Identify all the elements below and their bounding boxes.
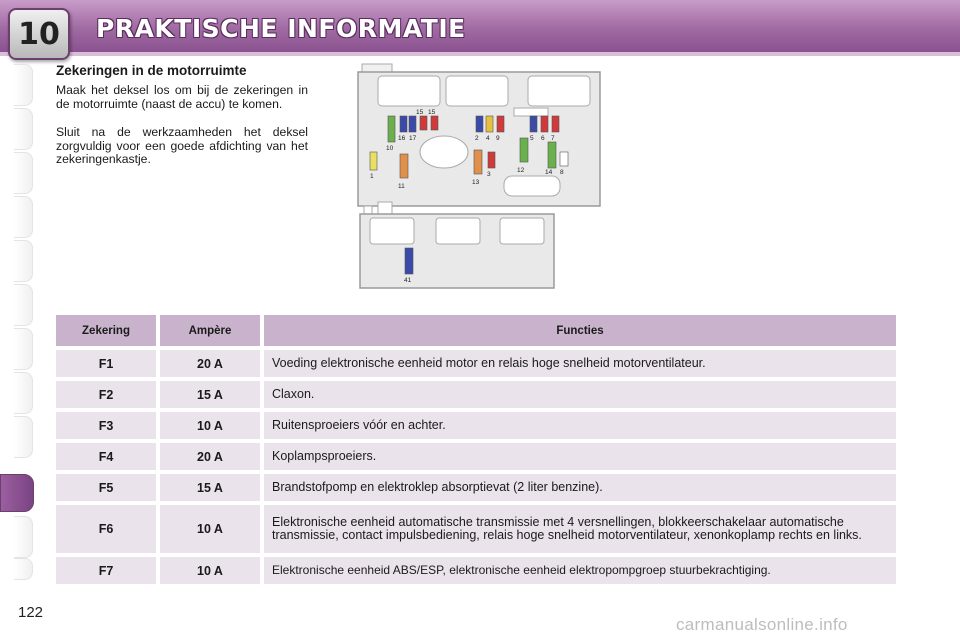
fuse-label-2: 2	[475, 135, 479, 142]
fuse-ampere: 15 A	[160, 474, 260, 501]
side-tab[interactable]	[14, 240, 33, 282]
header-divider	[0, 52, 960, 56]
page-title: PRAKTISCHE INFORMATIE	[96, 14, 466, 43]
chapter-number-badge: 10	[8, 8, 70, 60]
fuse-ampere: 10 A	[160, 412, 260, 439]
fuse-table	[52, 311, 900, 588]
fuse-ampere: 10 A	[160, 505, 260, 553]
table-row	[56, 381, 896, 408]
fuse-label-17: 17	[409, 135, 417, 142]
fuse-ampere: 20 A	[160, 350, 260, 377]
fuse-label-10: 10	[386, 145, 394, 152]
fuse-id: F3	[56, 412, 156, 439]
fuse-13	[474, 150, 482, 174]
fuse-16	[400, 116, 407, 132]
table-row	[56, 557, 896, 584]
fuse-label-41: 41	[404, 277, 412, 284]
table-header-row	[56, 315, 896, 346]
section-title: Zekeringen in de motorruimte	[56, 63, 247, 78]
fuse-label-6: 6	[541, 135, 545, 142]
fuse-15	[431, 116, 438, 130]
header-functions: Functies	[264, 315, 896, 346]
fuse-4	[486, 116, 493, 132]
fuse-function: Claxon.	[264, 381, 896, 408]
fuse-function: Elektronische eenheid ABS/ESP, elektronische eenheid elektropompgroep stuurbekrachtiging.	[264, 557, 896, 584]
fuse-label-15: 15	[428, 109, 436, 116]
fuse-function: Voeding elektronische eenheid motor en relais hoge snelheid motorventilateur.	[264, 350, 896, 377]
header-fuse: Zekering	[56, 315, 156, 346]
side-tab[interactable]	[14, 64, 33, 106]
intro-paragraph-2: Sluit na de werkzaamheden het deksel zorgvuldig voor een goede afdichting van het zekeringenkastje.	[56, 125, 308, 166]
fuse-id: F2	[56, 381, 156, 408]
side-tab[interactable]	[14, 284, 33, 326]
table-row	[56, 412, 896, 439]
fuse-id: F5	[56, 474, 156, 501]
fuse-function: Brandstofpomp en elektroklep absorptievat (2 liter benzine).	[264, 474, 896, 501]
fuse-label-16: 16	[398, 135, 406, 142]
fuse-9	[497, 116, 504, 132]
fuse-12	[520, 138, 528, 162]
side-tab[interactable]	[14, 558, 33, 580]
fuse-label-5: 5	[530, 135, 534, 142]
chapter-side-tabs	[0, 64, 34, 584]
fuse-ampere: 15 A	[160, 381, 260, 408]
fuse-label-4: 4	[486, 135, 490, 142]
fuse-7	[552, 116, 559, 132]
side-tab[interactable]	[14, 516, 33, 558]
fuse-label-13: 13	[472, 179, 480, 186]
fuse-label-1: 1	[370, 173, 374, 180]
fuse-3	[488, 152, 495, 168]
fuse-id: F6	[56, 505, 156, 553]
fuse-6	[541, 116, 548, 132]
fuse-function: Koplampsproeiers.	[264, 443, 896, 470]
fuse-2	[476, 116, 483, 132]
fuse-id: F1	[56, 350, 156, 377]
fuse-label-8: 8	[560, 169, 564, 176]
side-tab[interactable]	[14, 108, 33, 150]
fuse-id: F7	[56, 557, 156, 584]
fuse-id: F4	[56, 443, 156, 470]
fuse-1	[370, 152, 377, 170]
fuse-box-diagram	[354, 62, 604, 294]
side-tab[interactable]	[14, 372, 33, 414]
fuse-ampere: 10 A	[160, 557, 260, 584]
fuse-17	[409, 116, 416, 132]
fuse-14	[548, 142, 556, 168]
side-tab-active[interactable]	[0, 474, 34, 512]
page-number: 122	[18, 604, 44, 621]
table-row	[56, 443, 896, 470]
table-row	[56, 505, 896, 553]
table-row	[56, 350, 896, 377]
fuse-41	[405, 248, 413, 274]
fuse-label-15: 15	[416, 109, 424, 116]
fuse-8	[560, 152, 568, 166]
table-row	[56, 474, 896, 501]
fuse-label-12: 12	[517, 167, 525, 174]
intro-paragraph-1: Maak het deksel los om bij de zekeringen in de motorruimte (naast de accu) te komen.	[56, 83, 308, 111]
fuse-5	[530, 116, 537, 132]
side-tab[interactable]	[14, 152, 33, 194]
fuse-label-11: 11	[398, 183, 405, 190]
watermark: carmanualsonline.info	[676, 615, 848, 634]
header-ampere: Ampère	[160, 315, 260, 346]
side-tab[interactable]	[14, 196, 33, 238]
fuse-label-14: 14	[545, 169, 553, 176]
side-tab[interactable]	[14, 416, 33, 458]
fuse-label-9: 9	[496, 135, 500, 142]
fuse-15	[420, 116, 427, 130]
fuse-label-3: 3	[487, 171, 491, 178]
side-tab[interactable]	[14, 328, 33, 370]
fuse-label-7: 7	[551, 135, 555, 142]
fuse-11	[400, 154, 408, 178]
fuse-function: Ruitensproeiers vóór en achter.	[264, 412, 896, 439]
fuse-function: Elektronische eenheid automatische transmissie met 4 versnellingen, blokkeerschakelaar automatische transmissie, contact impulsbediening, relais hoge snelheid motorventilateur, xenonkoplamp rechts en links.	[264, 505, 896, 553]
fuse-10	[388, 116, 395, 142]
fuse-ampere: 20 A	[160, 443, 260, 470]
